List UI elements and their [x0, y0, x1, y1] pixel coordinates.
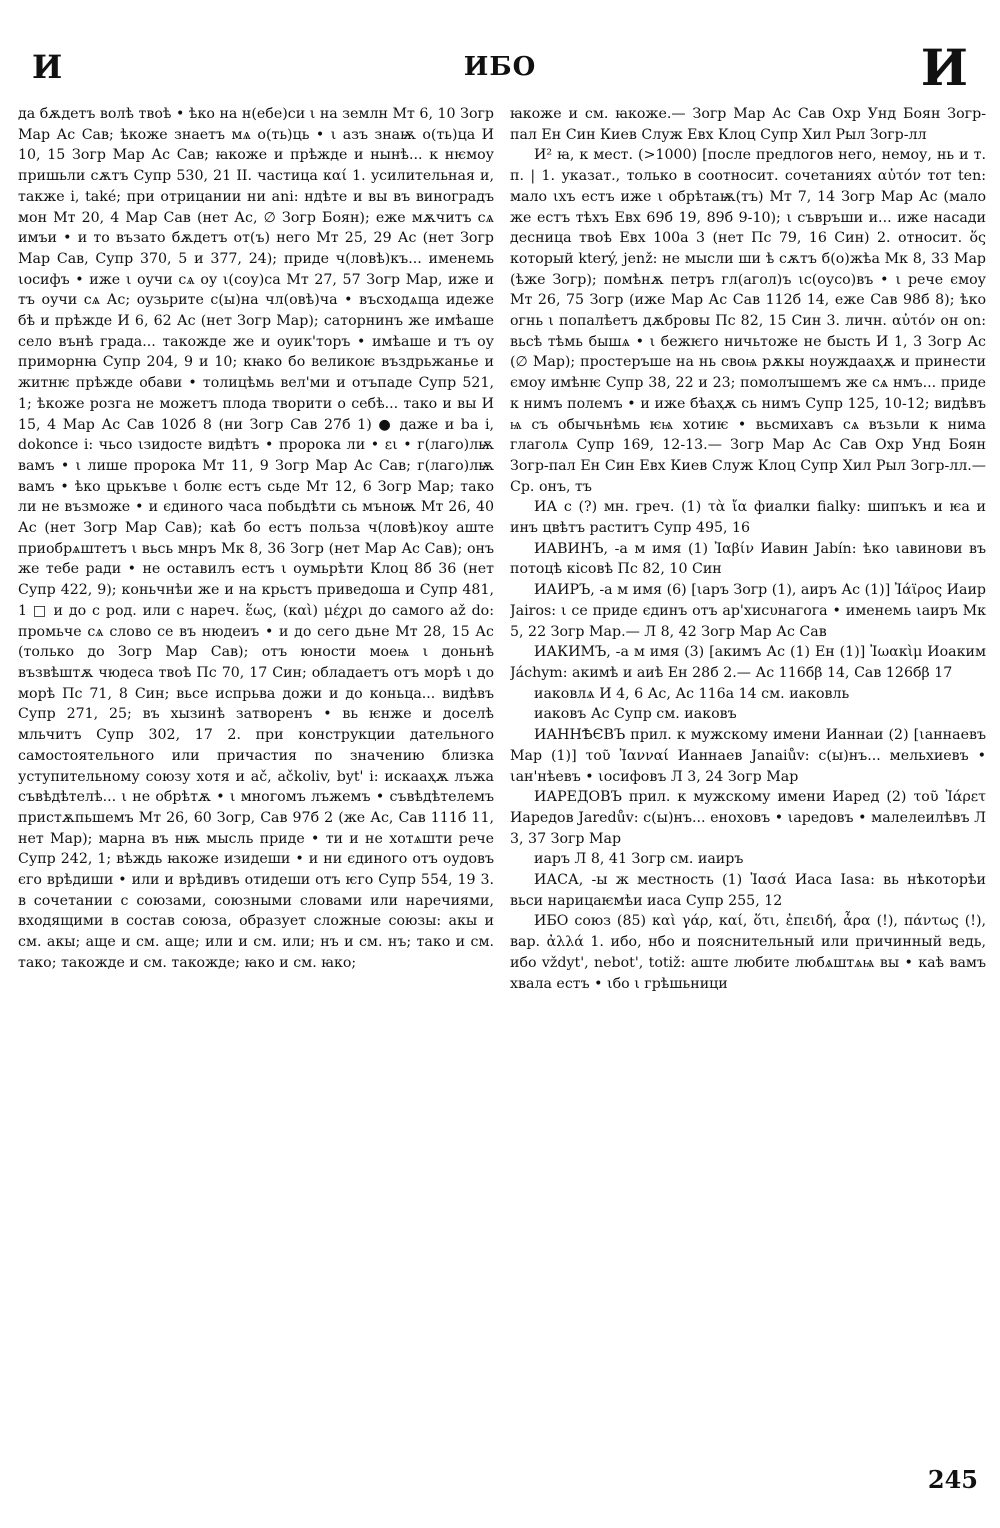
entry-paragraph: ИБО союз (85) καὶ γάρ, καί, ὅτι, ἐπειδή, ἆρα (!), πάντως (!), вар. ἀλλά 1. ибо, нбо и пояснительный или причинный ведь, ибо vždyt', nebot', totiž: аште любите любѧштѧѩ вы • каѣ вамъ хвала естъ • ιбо ι грѣшьници	[510, 913, 986, 992]
entry-paragraph: да бѫдетъ волѣ твоѣ • ѣко на н(ебе)си ι на землн Мт 6, 10 Зогр Мар Ас Сав; ѣкоже знаетъ мѧ о(ть)ць • ι азъ знаѭ о(ть)ца И 10, 15 Зогр Мар Ас Сав; ꙗкоже и прѣжде и нынѣ... к нѥмоу пришьли сѫтъ Супр 530, 21 II. частица καί 1. усилительная и, также i, také; при отрицании ни ani: ндѣте и вы въ виноградъ мон Мт 20, 4 Мар Сав (нет Ас, ∅ Зогр Боян); еже мѫчитъ сѧ имъи • и то възато бѫдетъ от(ъ) него Мт 25, 29 Ас (нет Зогр Мар Сав, Супр 370, 5 и 377, 24); приде ч(ловѣ)къ... именемь ιосифъ • иже ι оучи сѧ оу ι(соу)са Мт 27, 57 Зогр Мар, иже и тъ оучи сѧ Ас; оузьрите с(ы)на чл(овѣ)ча • въсходѧща идеже бѣ и прѣжде И 6, 62 Ас (нет Зогр Мар); саторнинъ же имѣаше село вънѣ града... такожде же и оуик'торъ • имѣаше и тъ оу приморнꙗ Супр 204, 9 и 10; кꙗко бо великоѥ въздрьжанье и житнѥ прѣжде обави • толицѣмь вел'ми и отъпаде Супр 521, 1; ѣкоже розга не можетъ плода творити о себѣ... тако и вы И 15, 4 Мар Ас Сав 102б 8 (ни Зогр Сав 27б 1) ● даже и ba i, dokonce i: чьсо ιзидосте видѣтъ • пророка ли • ει • г(лаго)лѭ вамъ • ι лише пророка Мт 11, 9 Зогр Мар Ас Сав; г(лаго)лѭ вамъ • ѣко црькъве ι болѥ естъ сьде Мт 12, 6 Зогр Мар; тако ли не възможе • и єдиного часа побьдѣти сь мъноѭ Мт 26, 40 Ас (нет Зогр Мар Сав); каѣ бо естъ польза ч(ловѣ)коу аште приобрѧштетъ ι вьсь мнръ Мк 8, 36 Зогр (нет Мар Ас Сав); онъ же тебе ради • не оставилъ естъ ι оумьрѣти Клоц 8б 36 (нет Супр 422, 9); коньчнѣи же и на крьстъ приведоша и Супр 481, 1 □ и до с род. или с нареч. ἕως, (καὶ) μέχρι до самого až do: промьче сѧ слово се въ нюдеиъ • и до сего дьне Мт 28, 15 Ас (только до Зогр Мар Сав); отъ юности моеѩ ι доньнѣ възвѣштѫ чюдеса твоѣ Пс 70, 17 Син; обладаетъ отъ морѣ ι до морѣ Пс 71, 8 Син; вьсе испрьва дожи и до коньца... видѣвъ Супр 271, 25; въ хызинѣ затворенъ • вь ѥнже и доселѣ мльчитъ Супр 302, 17 2. при конструкции дательного самостоятельного или причастия по значению близка уступительному союзу хотя и ač, ačkoliv, byt' i: искааҳѫ лъжа съвѣдѣтелѣ... ι не обрѣтѫ • ι многомъ лъжемъ • съвѣдѣтелемъ пристѫпьшемъ Мт 26, 60 Зогр, Сав 97б 2 (же Ас, Сав 111б 11, нет Мар); марна въ нѭ мысль приде • ти и не хотѧшти рече Супр 242, 1; вѣждь ꙗкоже изидеши • и ни єдиного отъ оудовъ єго врѣдиши • или и врѣдивъ отидеши отъ ѥго Супр 554, 19 3. в сочетании с союзами, союзными словами или наречиями, входящими в состав союза, образует сложные союзы: акы и см. акы; аще и см. аще; или и см. или; нъ и см. нъ; тако и см. тако; такожде и см. такожде; ꙗко и см. ꙗко;	[18, 106, 494, 971]
page-number: 245	[927, 1465, 978, 1494]
entry-paragraph: иаръ Л 8, 41 Зогр см. иаиръ	[534, 851, 744, 868]
entry-paragraph: ИАРЕДОВЪ прил. к мужскому имени Иаред (2) τοῦ Ἰάρετ Иаредов Jaredův: с(ы)нъ... еноховъ • ιаредовъ • малелеилѣвъ Л 3, 37 Зогр Мар	[510, 789, 986, 847]
running-header	[18, 38, 982, 98]
entry-paragraph: ИАКИМЪ, -а м имя (3) [акимъ Ас (1) Ен (1)] Ἰωακὶμ Иоаким Jáchym: акимѣ и аиѣ Ен 28б 2.— Ас 116бβ 14, Сав 126бβ 17	[510, 644, 986, 681]
right-column	[510, 104, 986, 1474]
entry-paragraph: иаковъ Ас Супр см. иаковъ	[534, 706, 737, 723]
entry-paragraph: ИАННѢЄВЪ прил. к мужскому имени Ианнаи (2) [ιаннаевъ Мар (1)] τοῦ Ἰανναί Ианнаев Janaiův: с(ы)нъ... мельхиевъ • ιан'нѣевъ • ιосифовъ Л 3, 24 Зогр Мар	[510, 727, 986, 785]
entry-paragraph: ꙗкоже и см. ꙗкоже.— Зогр Мар Ас Сав Охр Унд Боян Зогр-пал Ен Син Киев Служ Евх Клоц Супр Хил Рыл Зогр-лл	[510, 106, 986, 143]
header-right-letter: И	[920, 38, 968, 97]
header-left-letter: И	[32, 48, 63, 86]
dictionary-columns	[18, 104, 986, 1474]
entry-paragraph: ИАСА, -ы ж местность (1) Ἰασά Иаса Iasa: вь нѣкоторѣи вьси нарицаѥмѣи иаса Супр 255, 12	[510, 872, 986, 909]
entry-paragraph: ИАИРЪ, -а м имя (6) [ιаръ Зогр (1), аиръ Ас (1)] Ἰάϊρος Иаир Jairos: ι се приде єдинъ отъ ар'хисυнагога • именемь ιаиръ Мк 5, 22 Зогр Мар.— Л 8, 42 Зогр Мар Ас Сав	[510, 582, 986, 640]
entry-paragraph: иаковлѧ И 4, 6 Ас, Ас 116а 14 см. иаковль	[534, 685, 850, 702]
entry-paragraph: ИАВИНЪ, -а м имя (1) Ἰαβίν Иавин Jabín: ѣко ιавинови въ потоцѣ кісовѣ Пс 82, 10 Син	[510, 540, 986, 578]
entry-paragraph: И² ꙗ, к мест. (>1000) [после предлогов него, немоу, нь и т. п. | 1. указат., только в соотносит. сочетаниях αὐτόν тот ten: мало ιхъ естъ иже ι обрѣтаѭ(тъ) Мт 7, 14 Зогр Мар Ас (мало же естъ тѣхъ Евх 69б 19, 89б 9-10); ι съвръши и... иже насади десница твоѣ Евх 100а 3 (нет Пс 79, 16 Син) 2. относит. ὅς который který, jenž: не мысли ши ѣ сѫтъ б(о)жѣа Мк 8, 33 Мар (ѣже Зогр); помѣнѫ петръ гл(агол)ъ ιс(оусо)въ • ι рече ємоу Мт 26, 75 Зогр (иже Мар Ас Сав 112б 14, еже Сав 98б 8); ѣко огнь ι попалѣетъ дѫбровы Пс 82, 15 Син 3. личн. αὐτόν он on: вьсѣ тѣмь бышѧ • ι бежѥго ничьтоже не бысть И 1, 3 Зогр Ас (∅ Мар); простеръше на нь своѩ рѫкы ноуждааҳѫ и принести ємоу имѣнѥ Супр 38, 22 и 23; помолꙑшемъ же сѧ нмъ... приде к нимъ полемъ • и иже бѣаҳѫ сь нимъ Супр 125, 10-12; видѣвъ ѩ съ обычьнѣмь ѥѩ хотиѥ • вьсмихавъ сѧ възьли к нима глаголѧ Супр 169, 12-13.— Зогр Мар Ас Сав Охр Унд Боян Зогр-пал Ен Син Евх Киев Служ Клоц Супр Хил Рыл Зогр-лл.— Ср. онъ, тъ	[510, 147, 986, 495]
left-column	[18, 104, 494, 1474]
header-headword: ИБО	[463, 52, 537, 82]
entry-paragraph: ИА с (?) мн. греч. (1) τὰ ἴα фиалки fialky: шипъкъ и ѥа и инъ цвѣтъ раститъ Супр 495, 16	[510, 499, 986, 537]
